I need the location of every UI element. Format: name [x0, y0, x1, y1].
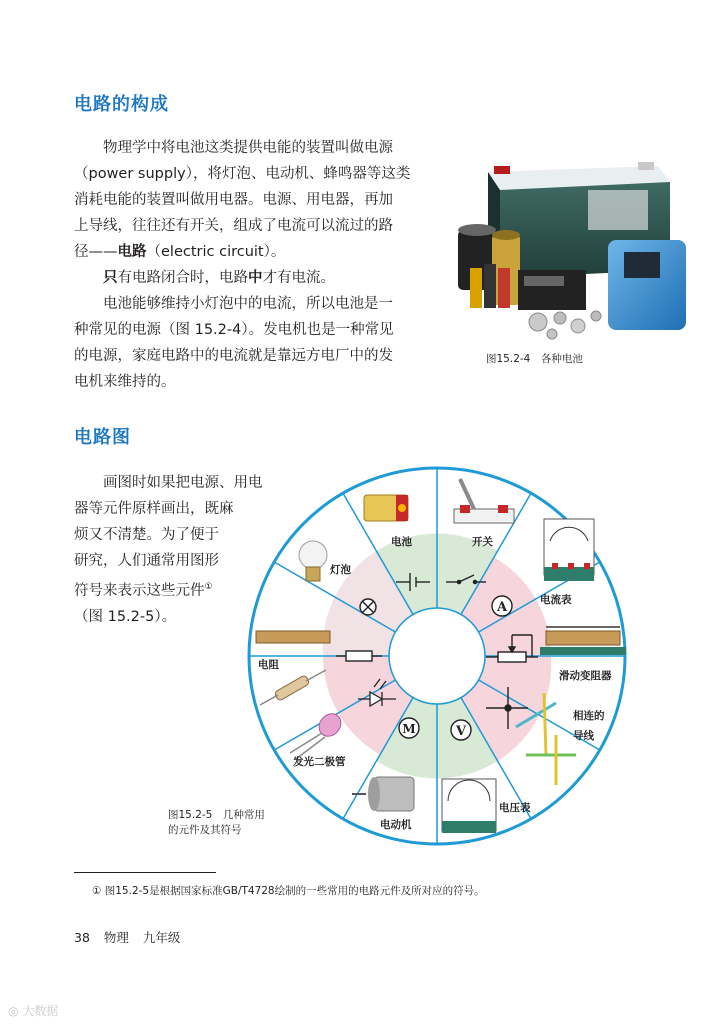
label-connected-wires-2: 导线 [573, 730, 594, 742]
label-motor: 电动机 [380, 819, 412, 831]
paragraph-line: 种常见的电源（图 15.2-4）。发电机也是一种常见 [74, 322, 394, 338]
rheostat-picture [540, 627, 626, 655]
label-led: 发光二极管 [293, 756, 346, 768]
battery-picture [364, 495, 408, 521]
paragraph-line: 径——电路（electric circuit）。 [74, 244, 286, 260]
watermark: ◎ 大数据 [8, 1004, 59, 1018]
paragraph-line: 器等元件原样画出，既麻 [74, 501, 234, 517]
label-resistor: 电阻 [258, 659, 279, 671]
paragraph-line: 研究，人们通常用图形 [74, 553, 219, 569]
label-voltmeter: 电压表 [499, 802, 531, 814]
paragraph-line: 物理学中将电池这类提供电能的装置叫做电源 [103, 140, 393, 156]
page-number: 38 [74, 930, 90, 945]
label-battery: 电池 [391, 536, 412, 548]
grade: 九年级 [142, 930, 181, 945]
ammeter-picture [544, 519, 594, 581]
section-heading-circuit-diagram: 电路图 [74, 427, 131, 448]
watermark-logo-icon: ◎ [8, 1004, 19, 1018]
label-switch: 开关 [472, 536, 493, 548]
footnote-divider [74, 872, 216, 873]
paragraph-line: 符号来表示这些元件① [74, 582, 213, 599]
component-symbol-wheel [246, 465, 628, 847]
motor-symbol [399, 718, 419, 738]
footnote-marker: ① [204, 582, 213, 592]
svg-text:A: A [496, 600, 508, 615]
paragraph-line: （power supply），将灯泡、电动机、蜂鸣器等这类 [74, 166, 411, 182]
paragraph-line: 上导线，往往还有开关，组成了电流可以流过的路 [74, 218, 393, 234]
paragraph-line: 烦又不清楚。为了便于 [74, 527, 219, 543]
batteries-illustration [448, 160, 688, 345]
section-heading-circuit-composition: 电路的构成 [74, 94, 169, 115]
svg-text:V: V [455, 724, 467, 739]
bulb-symbol [360, 599, 376, 615]
paragraph-line: 电机来维持的。 [74, 374, 176, 390]
ammeter-symbol [492, 596, 512, 616]
svg-text:M: M [402, 722, 416, 736]
term-circuit: 电路 [117, 244, 147, 260]
label-bulb: 灯泡 [330, 564, 351, 576]
paragraph-line: 电池能够维持小灯泡中的电流，所以电池是一 [103, 296, 393, 312]
paragraph-line: 画图时如果把电源、用电 [103, 475, 263, 491]
label-connected-wires-1: 相连的 [573, 710, 605, 722]
section1-body [74, 135, 434, 395]
voltmeter-symbol [451, 720, 471, 740]
voltmeter-picture [442, 779, 496, 833]
page-footer [74, 928, 180, 946]
paragraph-line: （图 15.2-5）。 [74, 608, 177, 625]
subject: 物理 [103, 930, 129, 945]
figure-caption-batteries: 图15.2-4 各种电池 [486, 353, 583, 365]
label-rheostat: 滑动变阻器 [559, 670, 612, 682]
footnote-text: ① 图15.2-5是根据国家标准GB/T4728绘制的一些常用的电路元件及所对应的符号。 [92, 885, 485, 897]
label-ammeter: 电流表 [540, 594, 572, 606]
paragraph-line: 消耗电能的装置叫做用电器。电源、用电器，再加 [74, 192, 393, 208]
paragraph-closed-circuit: 只有电路闭合时，电路中才有电流。 [103, 270, 335, 286]
figure-caption-components: 图15.2-5 几种常用 的元件及其符号 [168, 809, 265, 836]
paragraph-line: 的电源，家庭电路中的电流就是靠远方电厂中的发 [74, 348, 393, 364]
